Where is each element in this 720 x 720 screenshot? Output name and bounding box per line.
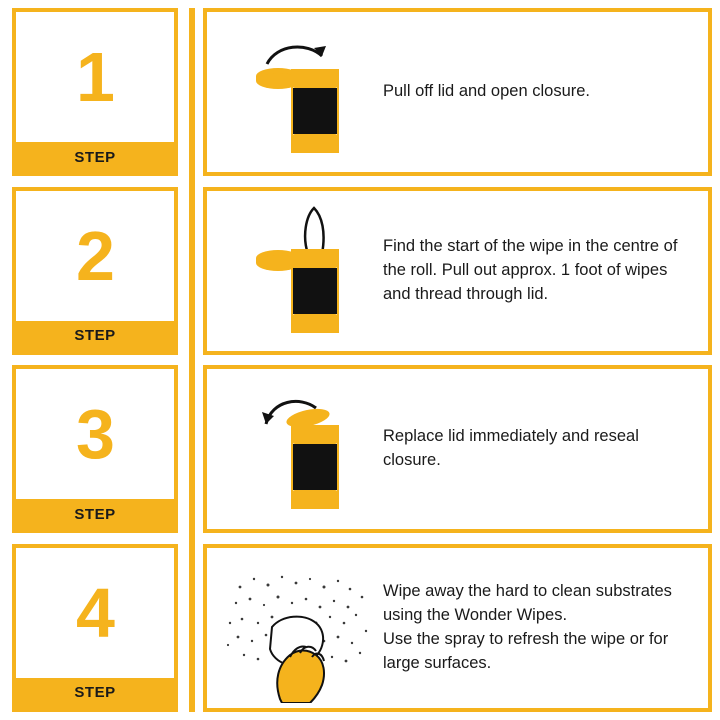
step-number-2: 2 (76, 216, 114, 295)
step-content-card-2 (203, 187, 712, 355)
step-number-block-2 (12, 187, 178, 355)
steps-list (12, 8, 712, 712)
step-caption-text-3: Replace lid immediately and reseal closure. (383, 427, 639, 470)
step-caption-text-4b: Use the spray to refresh the wipe or for large surfaces. (383, 629, 669, 672)
step-number-3: 3 (76, 395, 114, 474)
step-caption-2 (377, 235, 698, 307)
step-caption-text-4a: Wipe away the hard to clean substrates using the Wonder Wipes. (383, 582, 672, 625)
step-label-3: STEP (16, 499, 174, 529)
step-number-block-4 (12, 544, 178, 712)
hand-wiping-surface-icon (217, 548, 377, 708)
canister-lid-off-icon (217, 12, 377, 172)
canister-wipe-pull-icon (217, 191, 377, 351)
step-content-card-4 (203, 544, 712, 712)
step-caption-text-2: Find the start of the wipe in the centre of the roll. Pull out approx. 1 foot of wipes and thread through lid. (383, 236, 678, 303)
step-caption-4 (377, 580, 698, 676)
step-number-4: 4 (76, 573, 114, 652)
step-row-1 (12, 8, 712, 176)
canister-replace-lid-icon (217, 369, 377, 529)
step-number-block-3 (12, 365, 178, 533)
step-number-block-1 (12, 8, 178, 176)
vertical-divider-rail (189, 8, 195, 712)
step-content-card-3 (203, 365, 712, 533)
step-caption-1 (377, 80, 698, 104)
step-number-1: 1 (76, 38, 114, 116)
step-row-3 (12, 365, 712, 533)
step-content-card-1 (203, 8, 712, 176)
step-label-1: STEP (16, 142, 174, 172)
step-caption-text-1: Pull off lid and open closure. (383, 82, 590, 101)
step-caption-3 (377, 425, 698, 473)
step-row-4 (12, 544, 712, 712)
step-label-2: STEP (16, 321, 174, 351)
step-label-4: STEP (16, 678, 174, 708)
step-row-2 (12, 187, 712, 355)
